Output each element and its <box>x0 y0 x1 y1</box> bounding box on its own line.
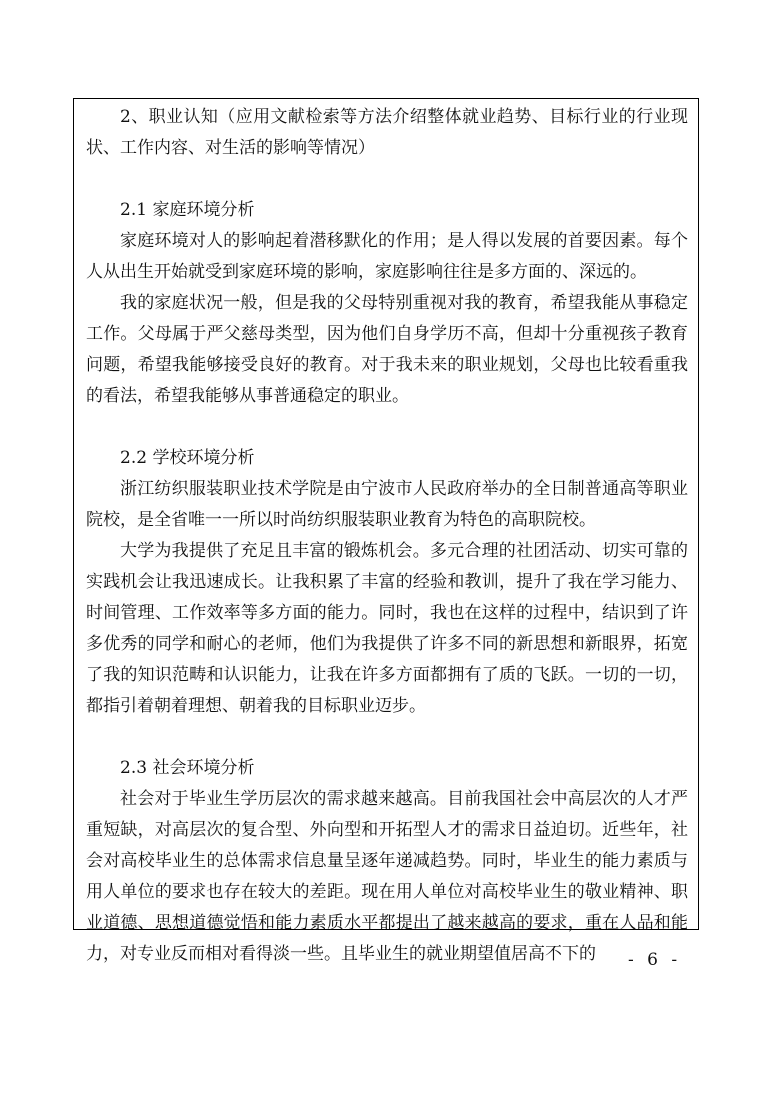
page-number: - 6 - <box>628 950 682 970</box>
paragraph: 家庭环境对人的影响起着潜移默化的作用；是人得以发展的首要因素。每个人从出生开始就受到家庭环境的影响，家庭影响往往是多方面的、深远的。 <box>86 231 688 282</box>
section-heading-family: 2.1 家庭环境分析 <box>120 200 255 220</box>
paragraph: 浙江纺织服装职业技术学院是由宁波市人民政府举办的全日制普通高等职业院校，是全省唯一一所以时尚纺织服装职业教育为特色的高职院校。 <box>86 479 688 530</box>
paragraph: 大学为我提供了充足且丰富的锻炼机会。多元合理的社团活动、切实可靠的实践机会让我迅速成长。让我积累了丰富的经验和教训，提升了我在学习能力、时间管理、工作效率等多方面的能力。同时，我也在这样的过程中，结识到了许多优秀的同学和耐心的老师，他们为我提供了许多不同的新思想和新眼界，拓宽了我的知识范畴和认识能力，让我在许多方面都拥有了质的飞跃。一切的一切，都指引着朝着理想、朝着我的目标职业迈步。 <box>86 541 688 716</box>
section-heading-society: 2.3 社会环境分析 <box>120 758 255 778</box>
intro-paragraph: 2、职业认知（应用文献检索等方法介绍整体就业趋势、目标行业的行业现状、工作内容、对生活的影响等情况） <box>86 107 688 158</box>
paragraph: 社会对于毕业生学历层次的需求越来越高。目前我国社会中高层次的人才严重短缺，对高层次的复合型、外向型和开拓型人才的需求日益迫切。近些年，社会对高校毕业生的总体需求信息量呈逐年递减趋势。同时，毕业生的能力素质与用人单位的要求也存在较大的差距。现在用人单位对高校毕业生的敬业精神、职业道德、思想道德觉悟和能力素质水平都提出了越来越高的要求，重在人品和能力，对专业反而相对看得淡一些。且毕业生的就业期望值居高不下的 <box>86 789 688 964</box>
document-body <box>86 102 688 970</box>
paragraph: 我的家庭状况一般，但是我的父母特别重视对我的教育，希望我能从事稳定工作。父母属于严父慈母类型，因为他们自身学历不高，但却十分重视孩子教育问题，希望我能够接受良好的教育。对于我未来的职业规划，父母也比较看重我的看法，希望我能够从事普通稳定的职业。 <box>86 293 688 406</box>
section-heading-school: 2.2 学校环境分析 <box>120 448 255 468</box>
